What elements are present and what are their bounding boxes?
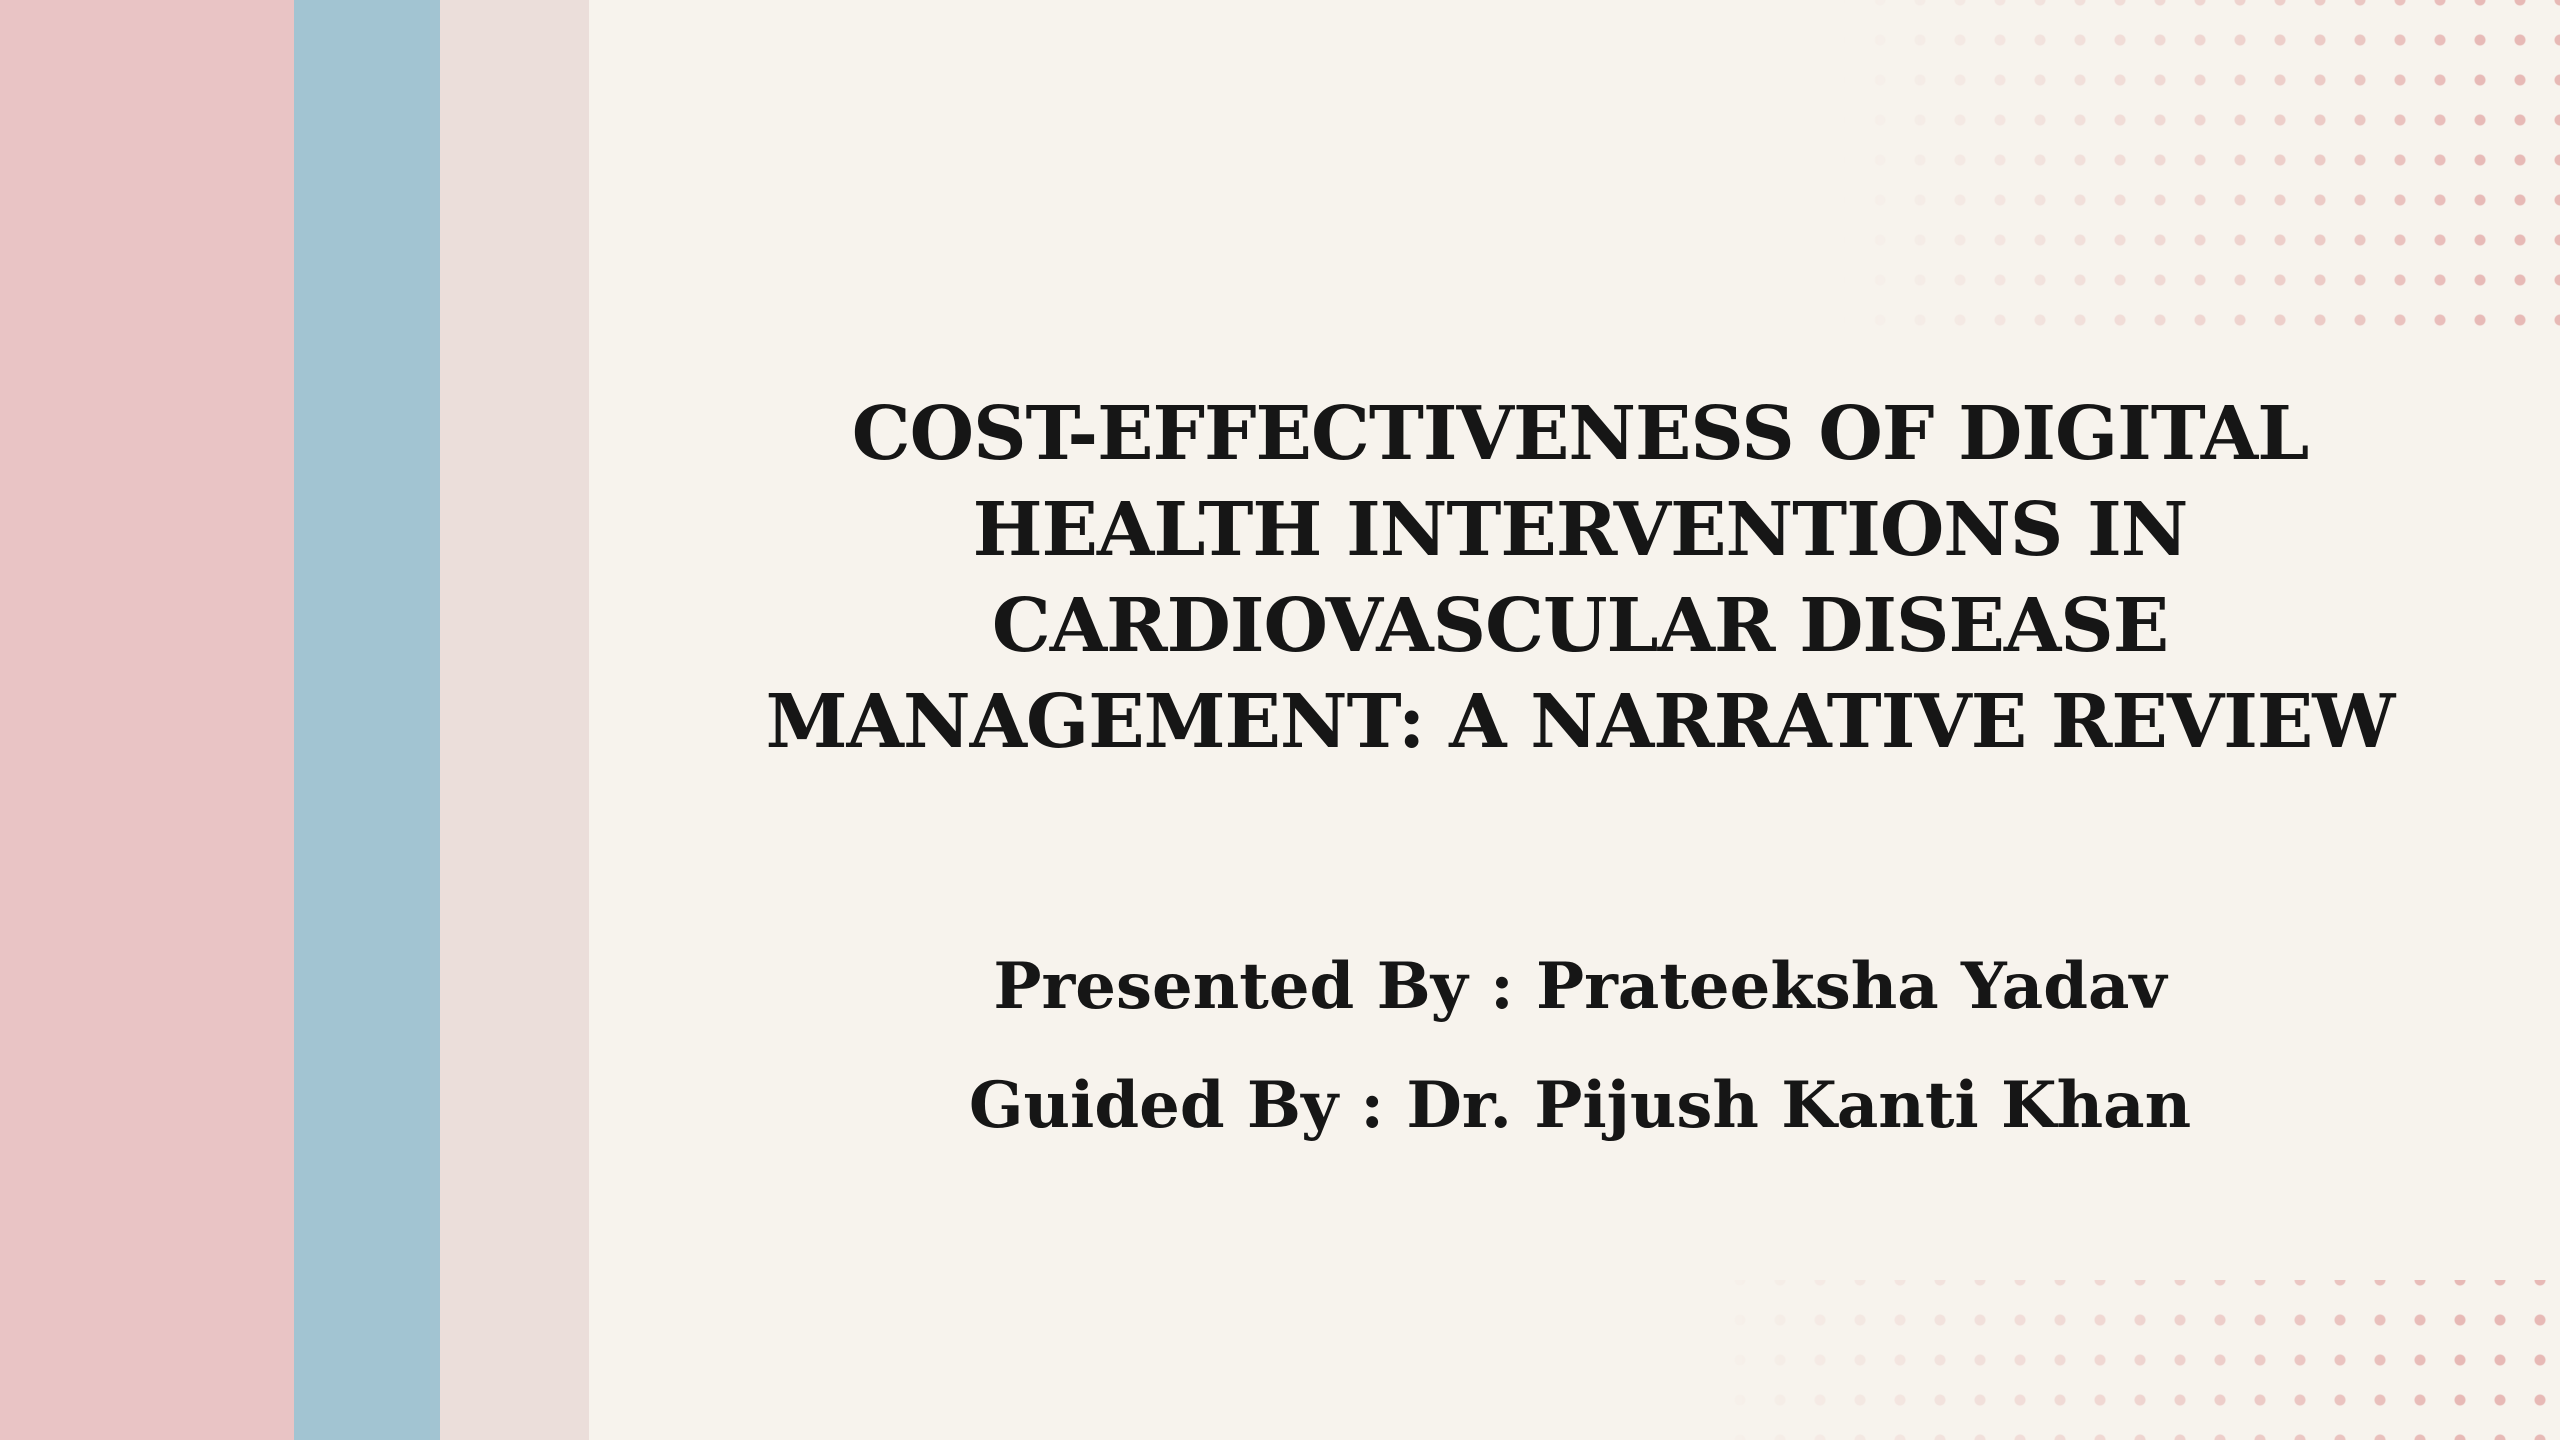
left-stripe-blush (440, 0, 589, 1440)
left-stripe-pink (0, 0, 294, 1440)
presented-by-credit: Presented By : Prateeksha Yadav (993, 949, 2167, 1024)
title-line: COST-EFFECTIVENESS OF DIGITAL (851, 391, 2309, 477)
slide-title (600, 386, 2560, 770)
slide-content (600, 0, 2560, 1440)
title-line: HEALTH INTERVENTIONS IN (972, 487, 2188, 573)
title-line: CARDIOVASCULAR DISEASE (991, 583, 2169, 669)
left-stripe-blue (294, 0, 440, 1440)
title-line: MANAGEMENT: A NARRATIVE REVIEW (765, 679, 2395, 765)
guided-by-credit: Guided By : Dr. Pijush Kanti Khan (968, 1068, 2192, 1143)
